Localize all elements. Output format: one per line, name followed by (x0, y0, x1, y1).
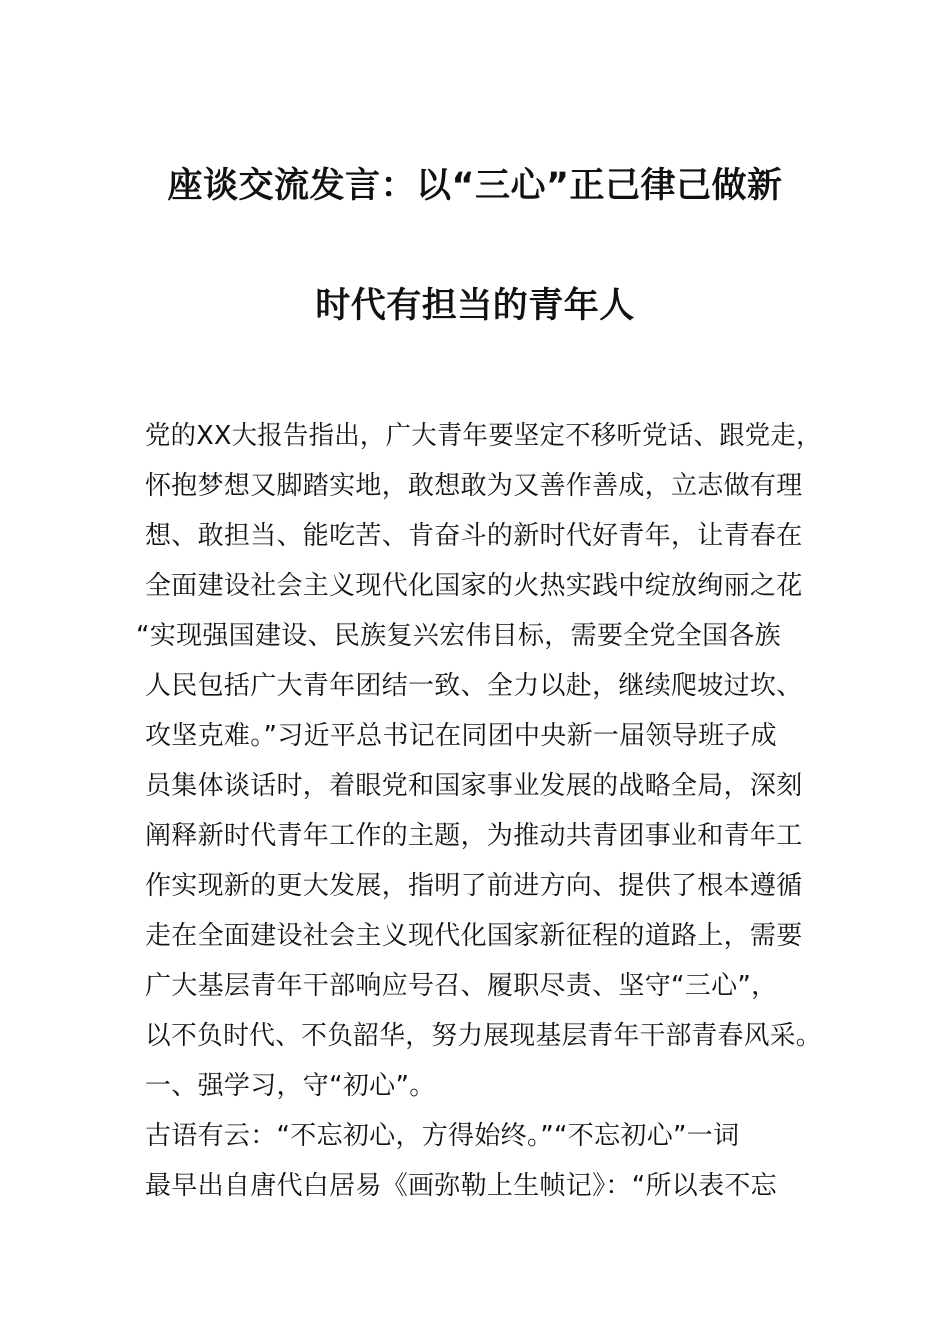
document-title-line-1: 座谈交流发言：以“三心”正己律己做新 (167, 166, 783, 206)
section-heading: 一、强学习，守“初心”。 (145, 1071, 436, 1101)
body-line: 走在全面建设社会主义现代化国家新征程的道路上，需要 (145, 921, 803, 951)
body-line: 阐释新时代青年工作的主题，为推动共青团事业和青年工 (145, 821, 803, 851)
body-line: 员集体谈话时，着眼党和国家事业发展的战略全局，深刻 (145, 771, 803, 801)
body-line: 最早出自唐代白居易《画弥勒上生帧记》：“所以表不忘 (145, 1171, 777, 1201)
body-line: 人民包括广大青年团结一致、全力以赴，继续爬坡过坎、 (145, 671, 803, 701)
body-line: 以不负时代、不负韶华，努力展现基层青年干部青春风采。 (145, 1021, 822, 1051)
body-line: 作实现新的更大发展，指明了前进方向、提供了根本遵循 (145, 871, 803, 901)
body-line: 党的XX大报告指出，广大青年要坚定不移听党话、跟党走， (145, 421, 822, 451)
body-line: 怀抱梦想又脚踏实地，敢想敢为又善作善成，立志做有理 (145, 471, 803, 501)
body-line: 全面建设社会主义现代化国家的火热实践中绽放绚丽之花 (145, 571, 803, 601)
body-line: 广大基层青年干部响应号召、履职尽责、坚守“三心”， (145, 971, 778, 1001)
document-title-line-2: 时代有担当的青年人 (315, 286, 635, 326)
body-line: 想、敢担当、能吃苦、肯奋斗的新时代好青年，让青春在 (145, 521, 803, 551)
body-line: 攻坚克难。”习近平总书记在同团中央新一届领导班子成 (145, 721, 777, 751)
body-line: “实现强国建设、民族复兴宏伟目标，需要全党全国各族 (136, 621, 781, 651)
body-line: 古语有云：“不忘初心，方得始终。”“不忘初心”一词 (145, 1121, 740, 1151)
